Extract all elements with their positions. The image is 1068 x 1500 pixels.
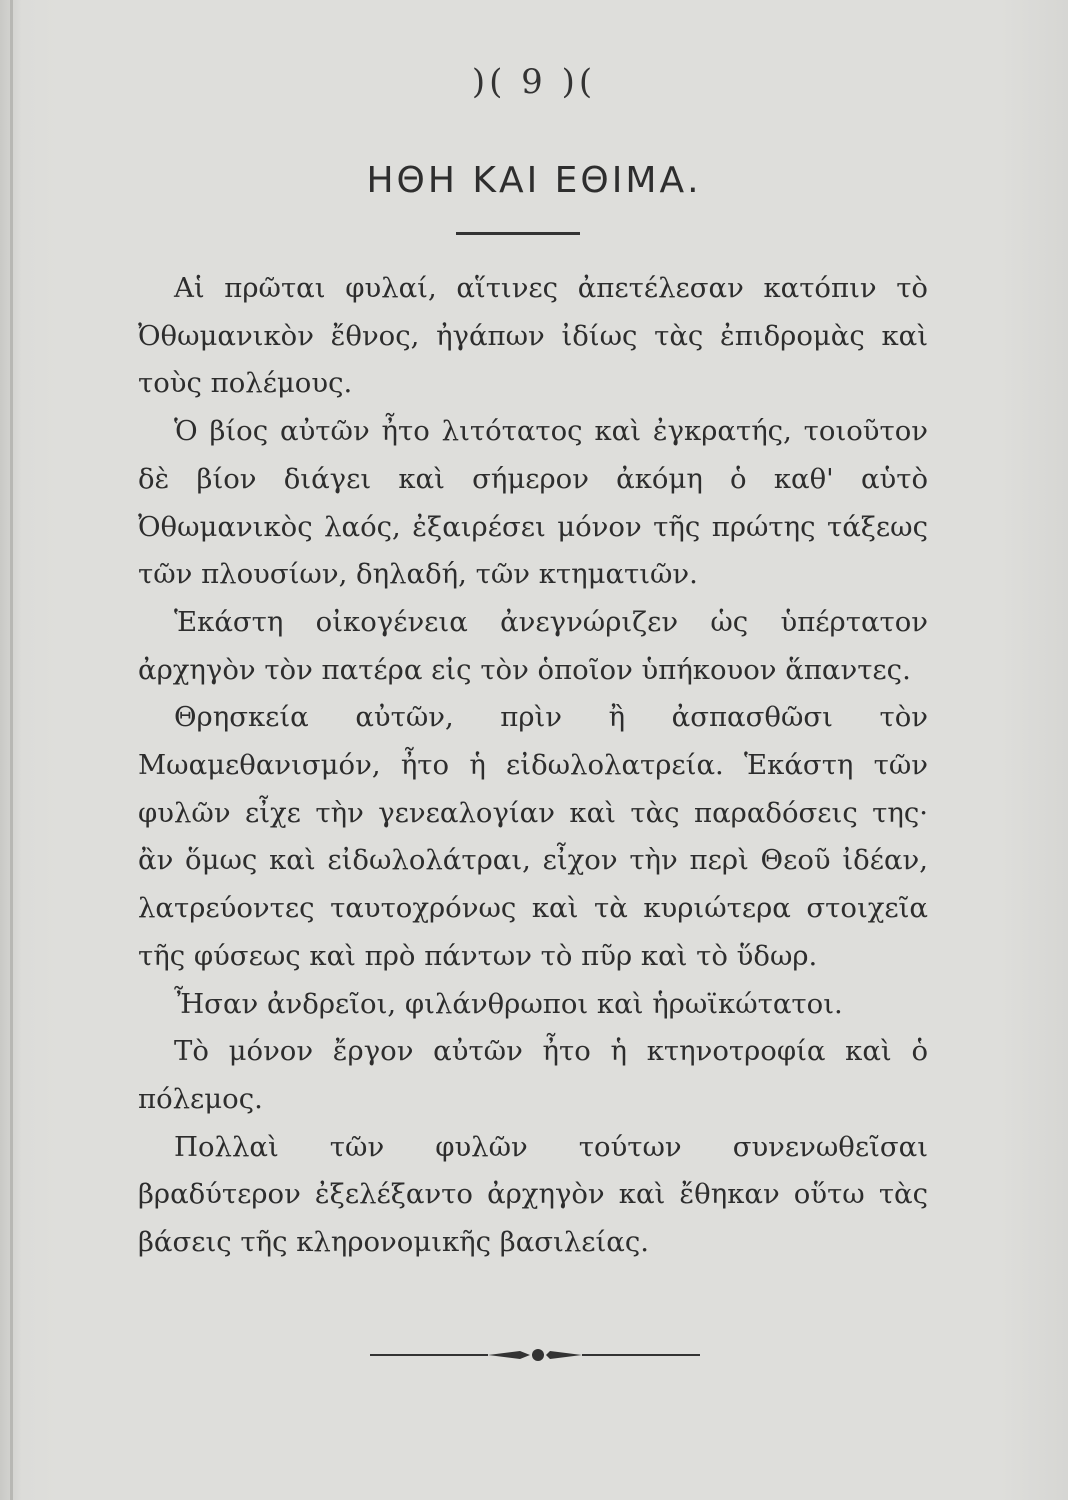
paragraph-1: Αἱ πρῶται φυλαί, αἵτινες ἀπετέλεσαν κατόπιν τὸ Ὀθωμανικὸν ἔθνος, ἠγάπων ἰδίως τὰς ἐπιδρομὰς καὶ τοὺς πολέμους.: [138, 272, 928, 400]
paragraph-4: Θρησκεία αὐτῶν, πρὶν ἢ ἀσπασθῶσι τὸν Μωαμεθανισμόν, ἦτο ἡ εἰδωλολατρεία. Ἑκάστη τῶν φυλῶν εἶχε τὴν γενεαλογίαν καὶ τὰς παραδόσεις της· ἂν ὅμως καὶ εἰδωλολάτραι, εἶχον τὴν περὶ Θεοῦ ἰδέαν, λατρεύοντες ταυτοχρόνως καὶ τὰ κυριώτερα στοιχεῖα τῆς φύσεως καὶ πρὸ πάντων τὸ πῦρ καὶ τὸ ὕδωρ.: [138, 701, 928, 972]
page-gutter: [10, 0, 13, 1500]
title-rule: [456, 232, 580, 235]
page-number: )( 9 )(: [471, 62, 597, 102]
paragraph-3: Ἑκάστη οἰκογένεια ἀνεγνώριζεν ὡς ὑπέρτατον ἀρχηγὸν τὸν πατέρα εἰς τὸν ὁποῖον ὑπήκουον ἅπαντες.: [138, 605, 928, 686]
body-text: [138, 265, 928, 1267]
paragraph-5: Ἦσαν ἀνδρεῖοι, φιλάνθρωποι καὶ ἡρωϊκώτατοι.: [174, 987, 843, 1020]
paragraph-7: Πολλαὶ τῶν φυλῶν τούτων συνενωθεῖσαι βραδύτερον ἐξελέξαντο ἀρχηγὸν καὶ ἔθηκαν οὕτω τὰς βάσεις τῆς κληρονομικῆς βασιλείας.: [138, 1130, 928, 1259]
chapter-title: ΗΘΗ ΚΑΙ ΕΘΙΜΑ.: [366, 160, 702, 201]
paragraph-6: Τὸ μόνον ἔργον αὐτῶν ἦτο ἡ κτηνοτροφία καὶ ὁ πόλεμος.: [138, 1035, 928, 1115]
paragraph-2: Ὁ βίος αὐτῶν ἦτο λιτότατος καὶ ἐγκρατής, τοιοῦτον δὲ βίον διάγει καὶ σήμερον ἀκόμη ὁ καθ' αὑτὸ Ὀθωμανικὸς λαός, ἐξαιρέσει μόνον τῆς πρώτης τάξεως τῶν πλουσίων, δηλαδή, τῶν κτηματιῶν.: [138, 415, 928, 591]
end-ornament: [370, 1340, 700, 1370]
